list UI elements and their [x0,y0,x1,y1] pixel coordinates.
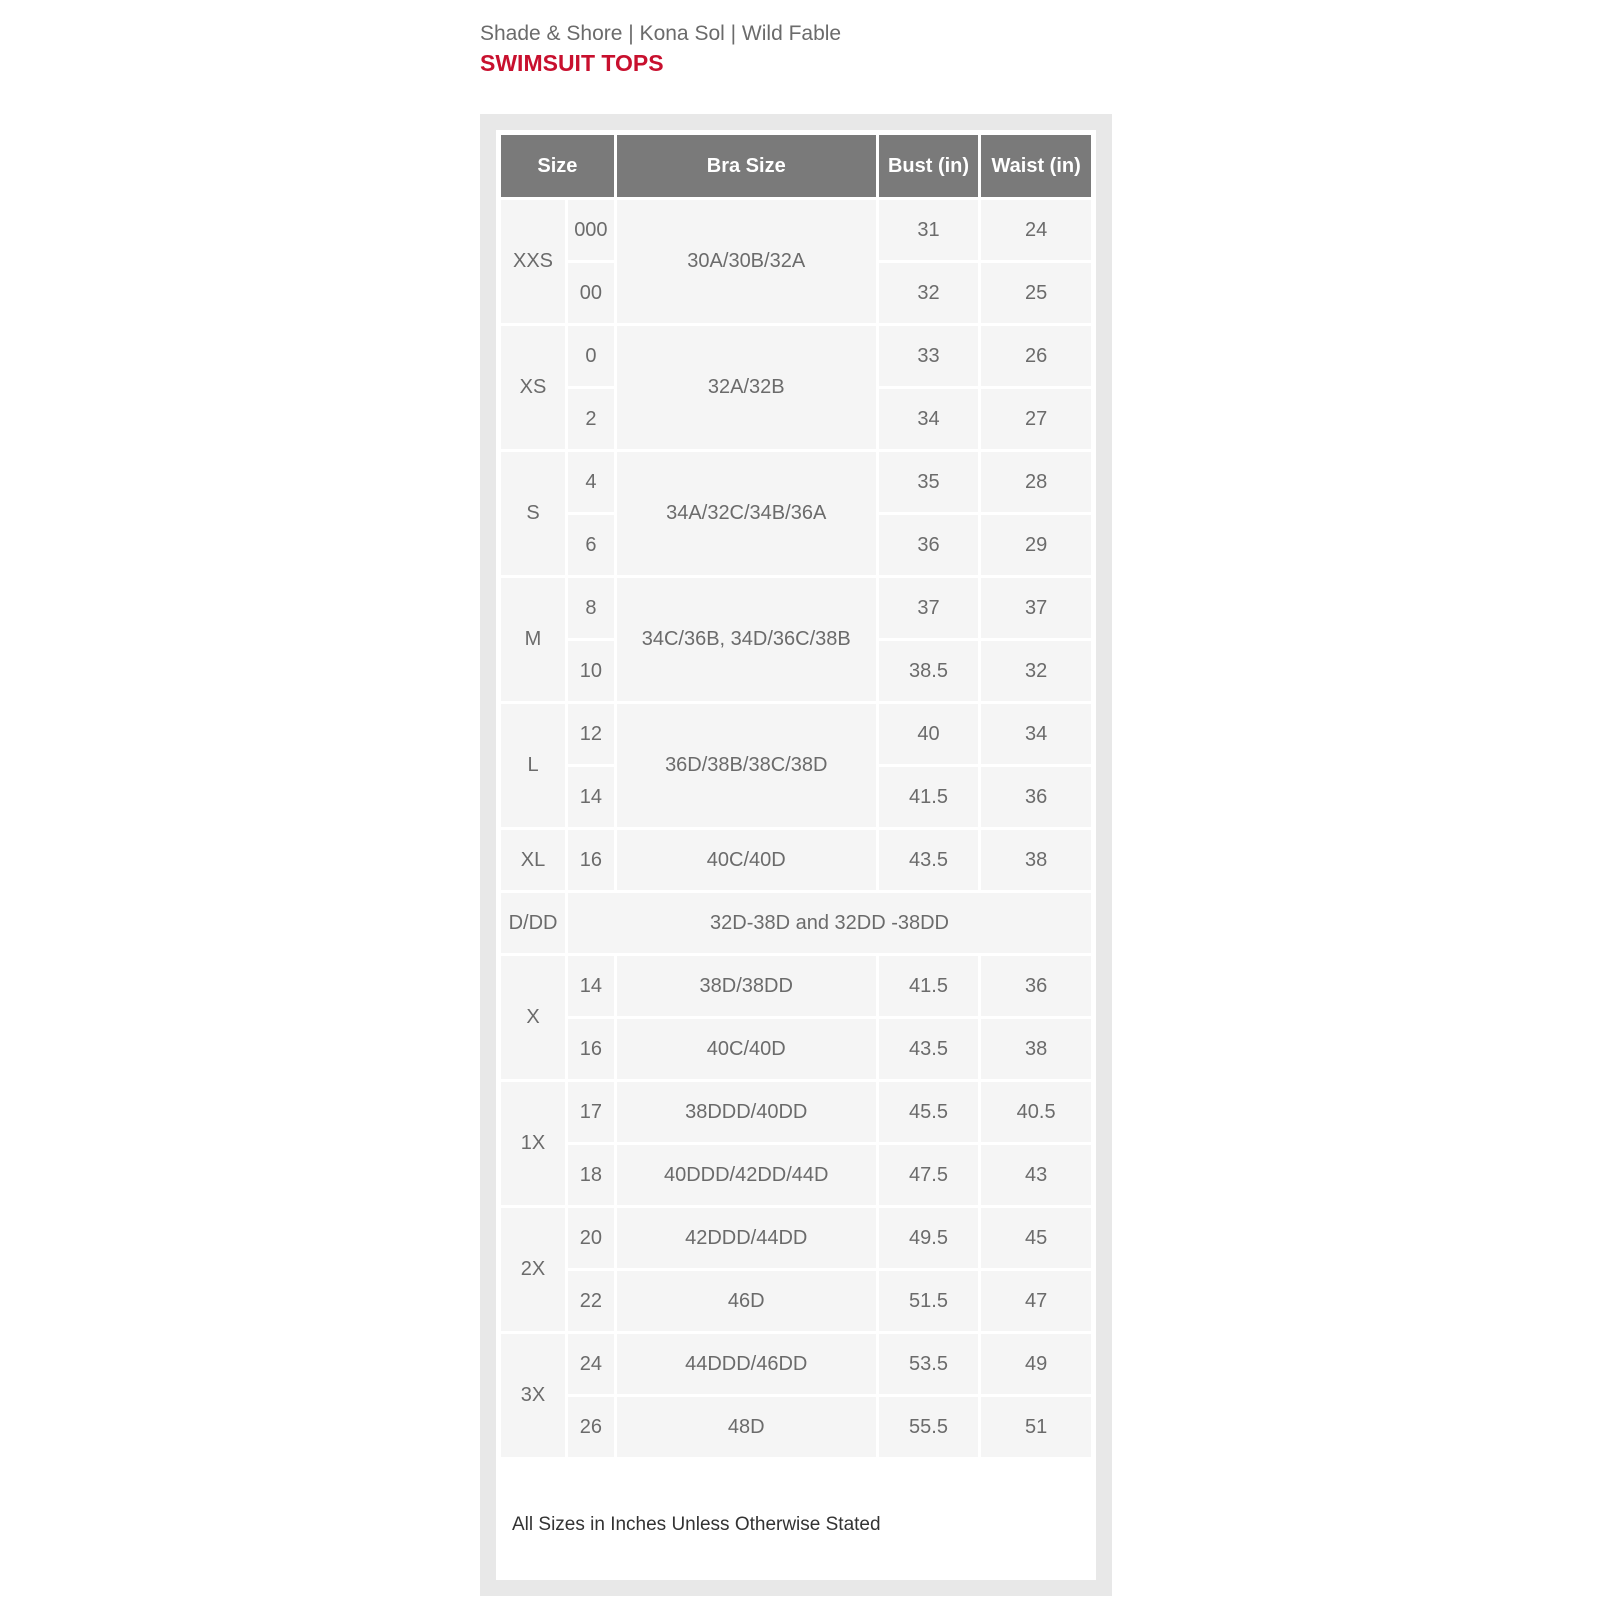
bust-value: 35 [877,451,980,514]
numeric-size: 8 [567,577,616,640]
waist-value: 49 [980,1333,1093,1396]
size-label: X [500,955,567,1081]
table-header-row [500,134,1093,199]
numeric-size: 18 [567,1144,616,1207]
table-row [500,703,1093,766]
bust-value: 45.5 [877,1081,980,1144]
numeric-size: 00 [567,262,616,325]
bust-value: 51.5 [877,1270,980,1333]
numeric-size: 22 [567,1270,616,1333]
waist-value: 28 [980,451,1093,514]
column-header-waist: Waist (in) [980,134,1093,199]
bra-size: 40DDD/42DD/44D [615,1144,877,1207]
bust-value: 43.5 [877,829,980,892]
bust-value: 31 [877,199,980,262]
bra-size: 32A/32B [615,325,877,451]
waist-value: 40.5 [980,1081,1093,1144]
size-label: S [500,451,567,577]
numeric-size: 24 [567,1333,616,1396]
bra-size: 48D [615,1396,877,1459]
table-row [500,1144,1093,1207]
size-chart-frame [480,114,1112,1596]
size-label: XXS [500,199,567,325]
bra-size: 40C/40D [615,1018,877,1081]
waist-value: 27 [980,388,1093,451]
size-chart-table [498,132,1094,1460]
footnote: All Sizes in Inches Unless Otherwise Stated [512,1514,881,1535]
bra-size: 34A/32C/34B/36A [615,451,877,577]
table-row [500,325,1093,388]
numeric-size: 14 [567,766,616,829]
numeric-size: 12 [567,703,616,766]
numeric-size: 4 [567,451,616,514]
bust-value: 55.5 [877,1396,980,1459]
table-row [500,829,1093,892]
column-header-bra-size: Bra Size [615,134,877,199]
bust-value: 43.5 [877,1018,980,1081]
page-title: SWIMSUIT TOPS [480,50,664,76]
bra-size: 46D [615,1270,877,1333]
waist-value: 38 [980,829,1093,892]
bust-value: 33 [877,325,980,388]
numeric-size: 000 [567,199,616,262]
numeric-size: 2 [567,388,616,451]
size-label: 2X [500,1207,567,1333]
bust-value: 41.5 [877,955,980,1018]
size-label: M [500,577,567,703]
bra-size: 34C/36B, 34D/36C/38B [615,577,877,703]
table-row [500,1333,1093,1396]
size-label: XL [500,829,567,892]
bra-size: 30A/30B/32A [615,199,877,325]
size-label: D/DD [500,892,567,955]
bust-value: 41.5 [877,766,980,829]
bust-value: 34 [877,388,980,451]
waist-value: 45 [980,1207,1093,1270]
bra-size: 38DDD/40DD [615,1081,877,1144]
numeric-size: 14 [567,955,616,1018]
bust-value: 36 [877,514,980,577]
waist-value: 32 [980,640,1093,703]
waist-value: 26 [980,325,1093,388]
waist-value: 43 [980,1144,1093,1207]
bra-size-range: 32D-38D and 32DD -38DD [567,892,1093,955]
numeric-size: 16 [567,829,616,892]
numeric-size: 10 [567,640,616,703]
table-row [500,1018,1093,1081]
column-header-bust: Bust (in) [877,134,980,199]
column-header-size: Size [500,134,616,199]
waist-value: 29 [980,514,1093,577]
waist-value: 38 [980,1018,1093,1081]
numeric-size: 17 [567,1081,616,1144]
waist-value: 34 [980,703,1093,766]
table-row [500,1270,1093,1333]
bra-size: 42DDD/44DD [615,1207,877,1270]
waist-value: 25 [980,262,1093,325]
bust-value: 47.5 [877,1144,980,1207]
bra-size: 40C/40D [615,829,877,892]
table-row [500,1396,1093,1459]
size-chart-panel [496,130,1096,1580]
size-label: 3X [500,1333,567,1459]
table-row [500,955,1093,1018]
numeric-size: 0 [567,325,616,388]
bust-value: 37 [877,577,980,640]
table-row [500,577,1093,640]
bra-size: 36D/38B/38C/38D [615,703,877,829]
table-row [500,1081,1093,1144]
table-row [500,199,1093,262]
bust-value: 38.5 [877,640,980,703]
waist-value: 24 [980,199,1093,262]
bra-size: 38D/38DD [615,955,877,1018]
size-label: XS [500,325,567,451]
bust-value: 32 [877,262,980,325]
bust-value: 53.5 [877,1333,980,1396]
numeric-size: 6 [567,514,616,577]
numeric-size: 20 [567,1207,616,1270]
bra-size: 44DDD/46DD [615,1333,877,1396]
numeric-size: 16 [567,1018,616,1081]
waist-value: 36 [980,955,1093,1018]
table-row [500,451,1093,514]
table-row [500,1207,1093,1270]
table-row [500,892,1093,955]
size-label: L [500,703,567,829]
size-label: 1X [500,1081,567,1207]
waist-value: 36 [980,766,1093,829]
bust-value: 40 [877,703,980,766]
numeric-size: 26 [567,1396,616,1459]
brand-list: Shade & Shore | Kona Sol | Wild Fable [480,22,842,45]
waist-value: 51 [980,1396,1093,1459]
waist-value: 37 [980,577,1093,640]
bust-value: 49.5 [877,1207,980,1270]
waist-value: 47 [980,1270,1093,1333]
